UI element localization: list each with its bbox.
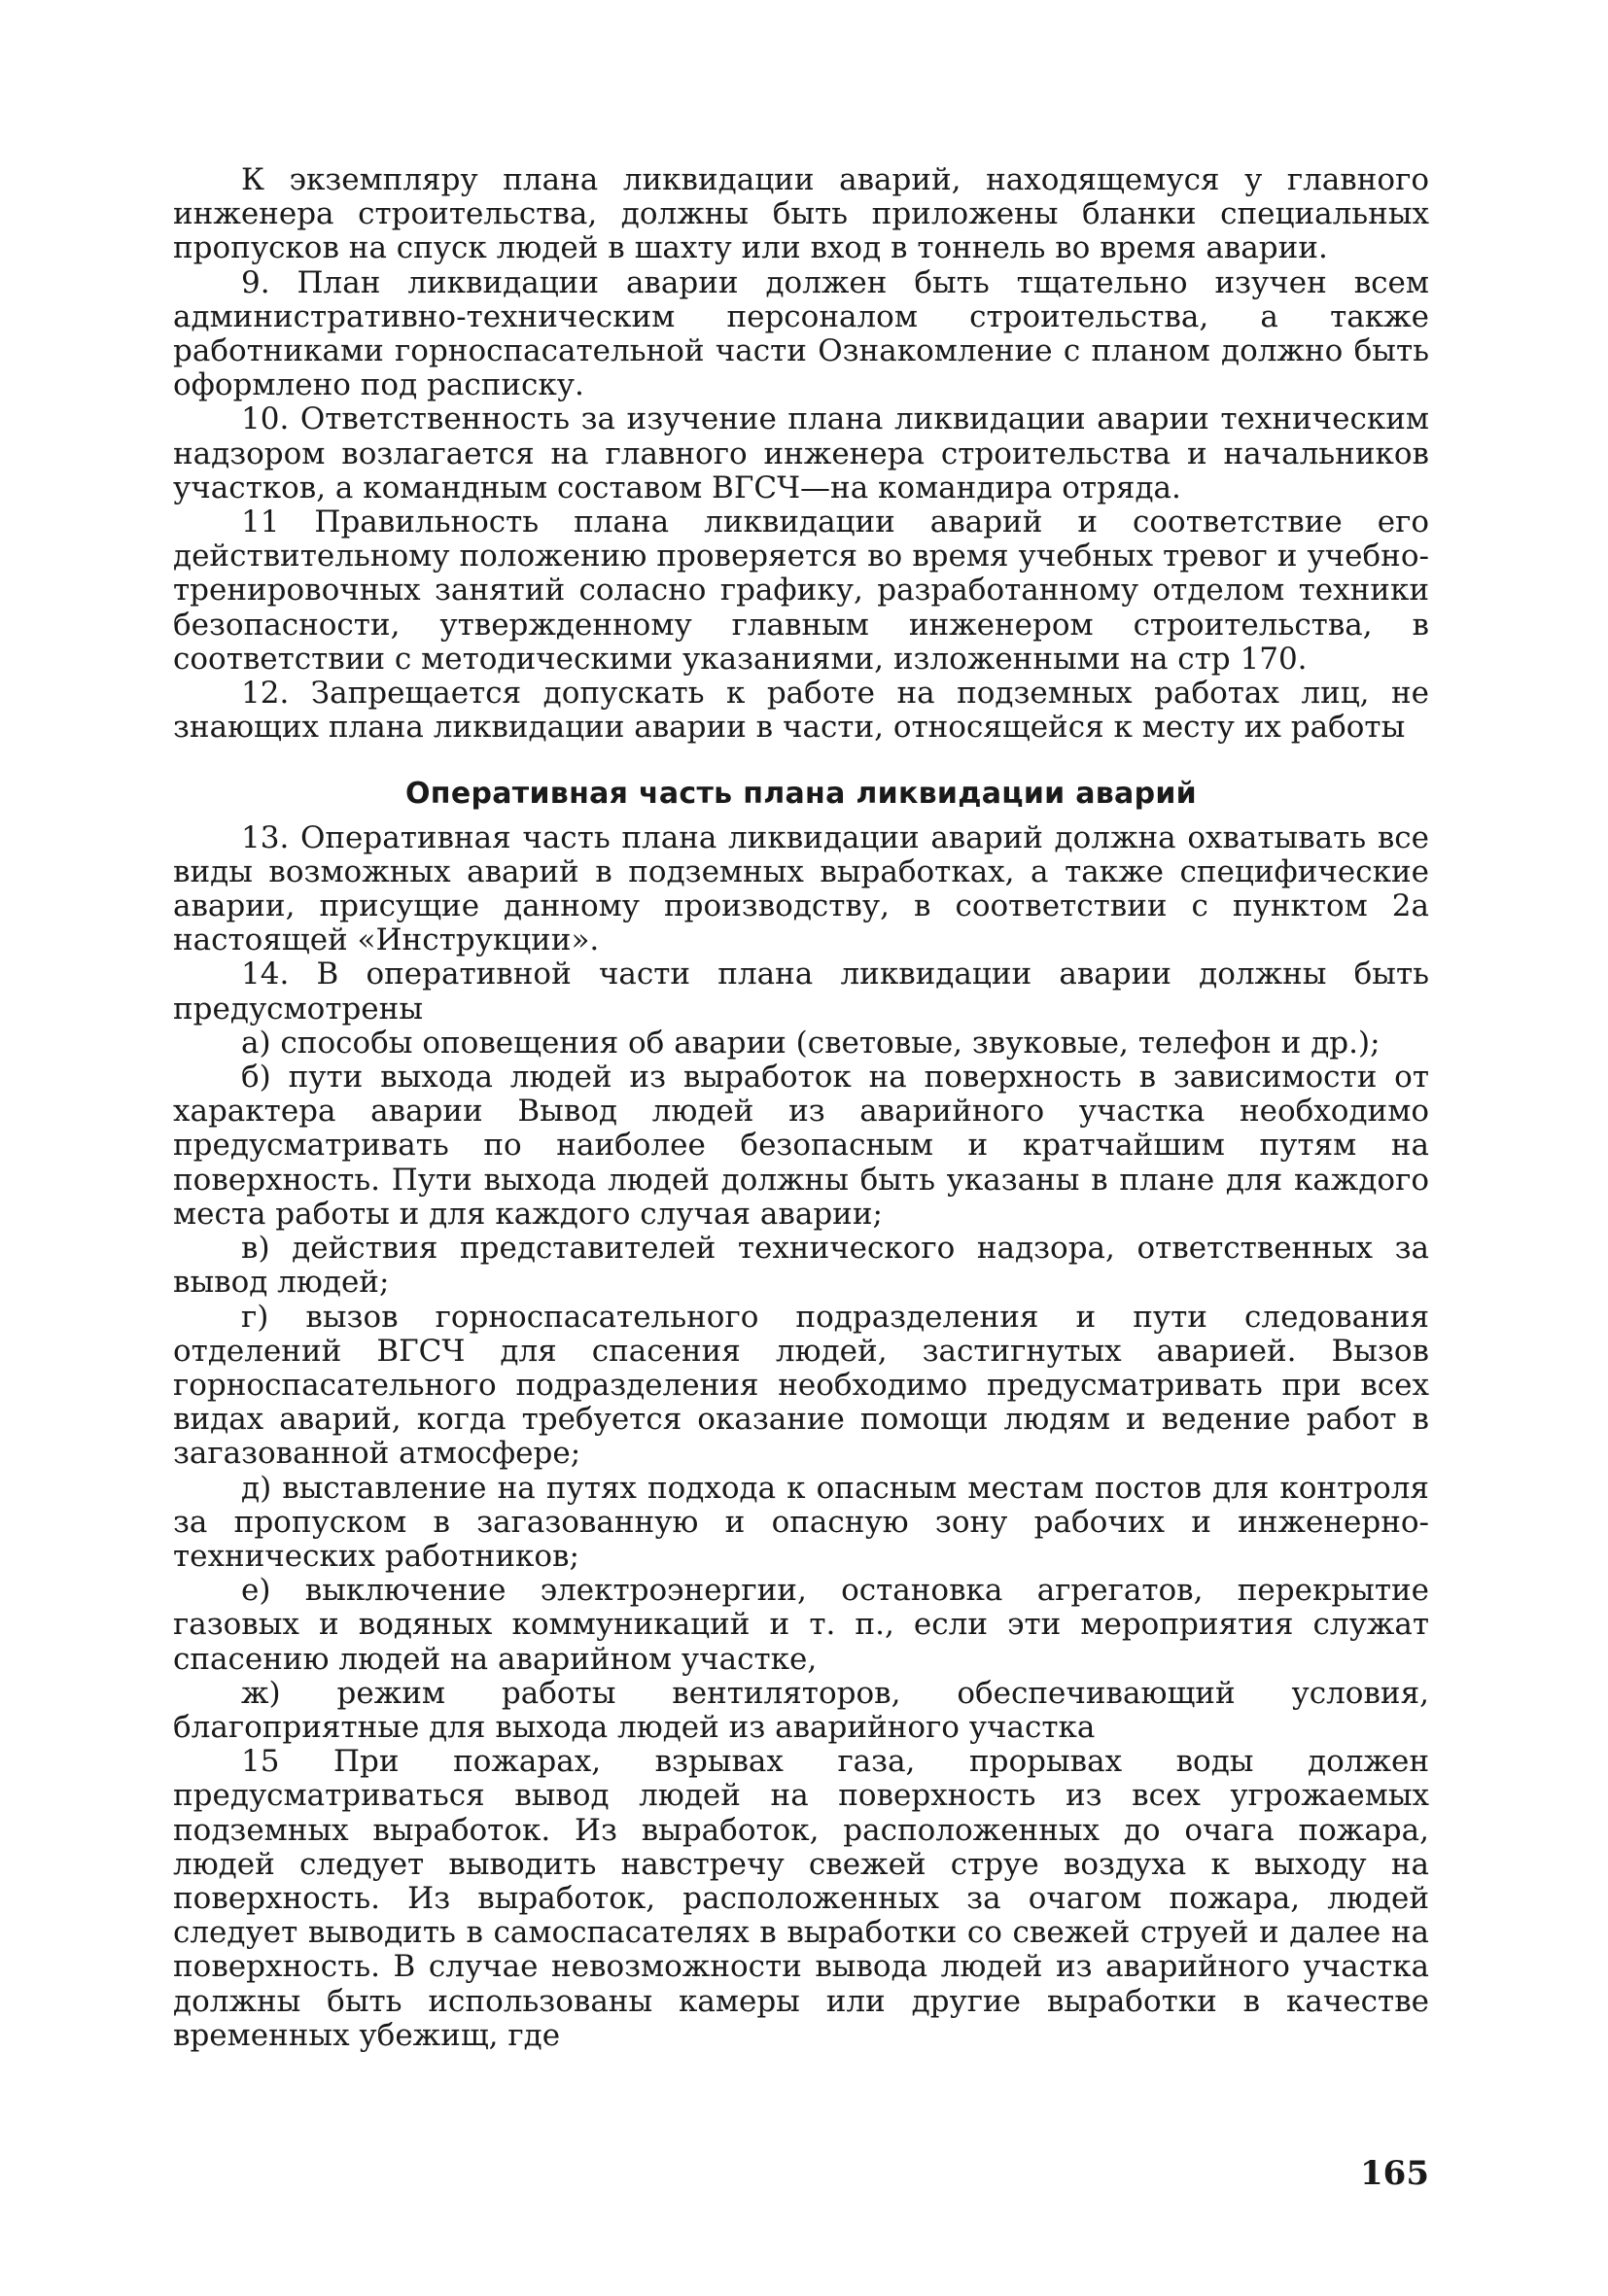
list-item-b: б) пути выхода людей из выработок на поверхность в зависимости от характера аварии Вывод людей из аварийного участка необходимо предусматривать по наиболее безопасным и кратчайшим путям на поверхность. Пути выхода людей должны быть указаны в плане для каждого места работы и для каждого случая аварии; (173, 1060, 1429, 1232)
paragraph-15: 15 При пожарах, взрывах газа, прорывах воды должен предусматриваться вывод людей на поверхность из всех угрожаемых подземных выработок. Из выработок, расположенных до очага пожара, людей следует выводить навстречу свежей струе воздуха к выходу на поверхность. Из выработок, расположенных за очагом пожара, людей следует выводить в самоспасателях в выработки со свежей струей и далее на поверхность. В случае невозможности вывода людей из аварийного участка должны быть использованы камеры или другие выработки в качестве временных убежищ, где (173, 1744, 1429, 2053)
list-item-g: г) вызов горноспасательного подразделения и пути следования отделений ВГСЧ для спасения людей, застигнутых аварией. Вызов горноспасательного подразделения необходимо предусматривать при всех видах аварий, когда требуется оказание помощи людям и ведение работ в загазованной атмосфере; (173, 1299, 1429, 1472)
paragraph-emergency-passes: К экземпляру плана ликвидации аварий, находящемуся у главного инженера строительства, должны быть приложены бланки специальных пропусков на спуск людей в шахту или вход в тоннель во время аварии. (173, 162, 1429, 266)
list-item-d: д) выставление на путях подхода к опасным местам постов для контроля за пропуском в загазованную и опасную зону рабочих и инженерно-технических работников; (173, 1470, 1429, 1574)
list-item-a: а) способы оповещения об аварии (световые, звуковые, телефон и др.); (241, 1025, 1381, 1061)
list-item-v: в) действия представителей технического надзора, ответственных за вывод людей; (173, 1231, 1429, 1301)
list-item-zh: ж) режим работы вентиляторов, обеспечивающий условия, благоприятные для выхода людей из аварийного участка (173, 1675, 1429, 1745)
paragraph-10: 10. Ответственность за изучение плана ликвидации аварии техническим надзором возлагается на главного инженера строительства и начальников участков, а командным составом ВГСЧ—на командира отряда. (173, 401, 1429, 505)
paragraph-11: 11 Правильность плана ликвидации аварий и соответствие его действительному положению проверяется во время учебных тревог и учебно-тренировочных занятий соласно графику, разработанному отделом техники безопасности, утвержденному главным инженером строительства, в соответствии с методическими указаниями, изложенными на стр 170. (173, 504, 1429, 677)
page-number: 165 (1360, 2154, 1429, 2193)
paragraph-13: 13. Оперативная часть плана ликвидации аварий должна охватывать все виды возможных аварий в подземных выработках, а также специфические аварии, присущие данному производству, в соответствии с пунктом 2а настоящей «Инструкции». (173, 819, 1429, 958)
paragraph-14: 14. В оперативной части плана ликвидации аварии должны быть предусмотрены (173, 957, 1429, 1026)
document-page (173, 163, 1429, 2053)
list-item-e: е) выключение электроэнергии, остановка агрегатов, перекрытие газовых и водяных коммуникаций и т. п., если эти мероприятия служат спасению людей на аварийном участке, (173, 1573, 1429, 1677)
section-heading: Оперативная часть плана ликвидации аварий (405, 777, 1197, 812)
paragraph-12: 12. Запрещается допускать к работе на подземных работах лиц, не знающих плана ликвидации аварии в части, относящейся к месту их работы (173, 676, 1429, 746)
paragraph-9: 9. План ликвидации аварии должен быть тщательно изучен всем административно-техническим персоналом строительства, а также работниками горноспасательной части Ознакомление с планом должно быть оформлено под расписку. (173, 264, 1429, 403)
